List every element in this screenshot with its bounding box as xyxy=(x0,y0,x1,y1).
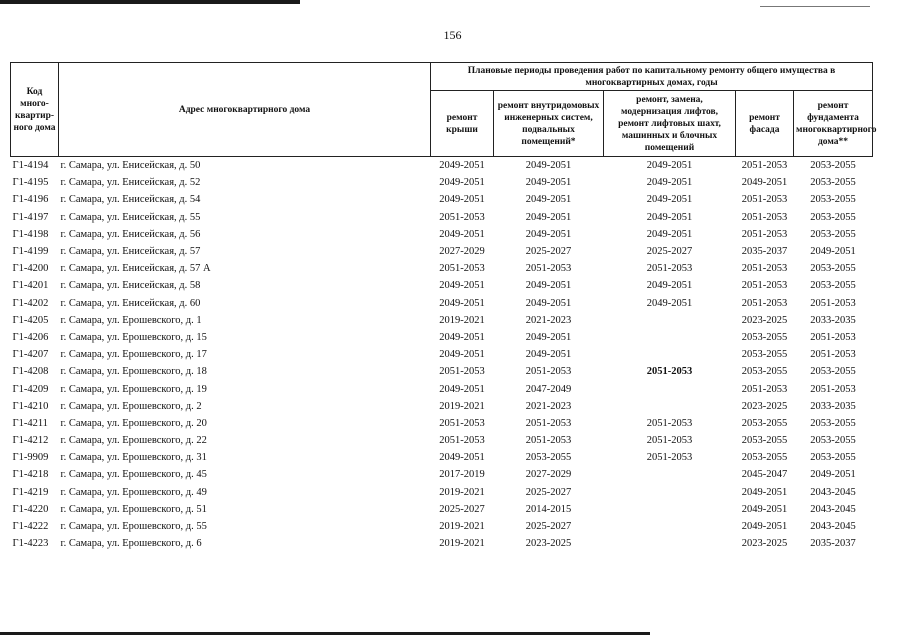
cell-foundation: 2043-2045 xyxy=(810,521,856,533)
cell-foundation: 2053-2055 xyxy=(810,366,856,378)
cell-lifts: 2049-2051 xyxy=(646,228,693,240)
cell-systems: 2049-2051 xyxy=(525,194,572,206)
cell-foundation: 2049-2051 xyxy=(810,246,856,258)
table-row xyxy=(11,535,873,552)
cell-code: Г1-4198 xyxy=(12,228,49,240)
scan-edge-top-right xyxy=(760,6,870,7)
cell-facade: 2053-2055 xyxy=(741,452,788,464)
cell-systems: 2051-2053 xyxy=(525,417,572,429)
cell-code: Г1-4199 xyxy=(12,246,49,258)
header-roof: ремонт крыши xyxy=(431,91,494,157)
cell-lifts xyxy=(604,518,736,535)
cell-lifts: 2051-2053 xyxy=(646,452,693,464)
cell-foundation: 2053-2055 xyxy=(810,435,856,447)
header-lifts: ремонт, замена, модернизация лифтов, ремонт лифтовых шахт, машинных и блочных помещений xyxy=(604,91,736,157)
cell-lifts: 2049-2051 xyxy=(646,211,693,223)
cell-systems: 2049-2051 xyxy=(525,160,572,172)
cell-foundation: 2043-2045 xyxy=(810,503,856,515)
table-row xyxy=(11,157,873,175)
cell-systems: 2049-2051 xyxy=(525,228,572,240)
cell-address: г. Самара, ул. Енисейская, д. 54 xyxy=(60,194,201,206)
cell-foundation: 2049-2051 xyxy=(810,469,856,481)
cell-code: Г1-4212 xyxy=(12,435,49,447)
cell-lifts xyxy=(604,346,736,363)
cell-address: г. Самара, ул. Енисейская, д. 50 xyxy=(60,160,201,172)
table-row xyxy=(11,484,873,501)
cell-facade: 2051-2053 xyxy=(741,297,788,309)
cell-systems: 2049-2051 xyxy=(525,177,572,189)
cell-systems: 2049-2051 xyxy=(525,211,572,223)
cell-foundation: 2053-2055 xyxy=(810,452,856,464)
cell-roof: 2049-2051 xyxy=(439,349,485,361)
table-row xyxy=(11,209,873,226)
cell-facade: 2053-2055 xyxy=(741,349,788,361)
table-row xyxy=(11,363,873,380)
cell-code: Г1-4210 xyxy=(12,400,49,412)
table-row xyxy=(11,466,873,483)
cell-address: г. Самара, ул. Ерошевского, д. 51 xyxy=(60,503,207,515)
cell-facade: 2023-2025 xyxy=(741,400,788,412)
cell-roof: 2027-2029 xyxy=(439,246,485,258)
cell-facade: 2049-2051 xyxy=(741,486,788,498)
cell-facade: 2051-2053 xyxy=(741,160,788,172)
cell-foundation: 2053-2055 xyxy=(810,263,856,275)
cell-foundation: 2033-2035 xyxy=(810,400,856,412)
cell-address: г. Самара, ул. Ерошевского, д. 17 xyxy=(60,349,207,361)
cell-roof: 2019-2021 xyxy=(439,314,485,326)
page-number: 156 xyxy=(443,28,462,42)
table-row xyxy=(11,191,873,208)
cell-facade: 2051-2053 xyxy=(741,194,788,206)
cell-roof: 2019-2021 xyxy=(439,400,485,412)
repair-schedule-table xyxy=(10,62,877,552)
cell-code: Г1-4220 xyxy=(12,503,49,515)
cell-code: Г1-4206 xyxy=(12,331,49,343)
cell-systems: 2049-2051 xyxy=(525,280,572,292)
table-row xyxy=(11,312,873,329)
table-body xyxy=(11,157,873,553)
cell-lifts xyxy=(604,398,736,415)
cell-foundation: 2043-2045 xyxy=(810,486,856,498)
cell-address: г. Самара, ул. Ерошевского, д. 45 xyxy=(60,469,207,481)
cell-systems: 2051-2053 xyxy=(525,366,572,378)
table-row xyxy=(11,518,873,535)
cell-foundation: 2053-2055 xyxy=(810,160,856,172)
cell-address: г. Самара, ул. Ерошевского, д. 22 xyxy=(60,435,207,447)
cell-code: Г1-4196 xyxy=(12,194,49,206)
cell-roof: 2051-2053 xyxy=(439,366,485,378)
cell-lifts xyxy=(604,466,736,483)
cell-address: г. Самара, ул. Ерошевского, д. 15 xyxy=(60,331,207,343)
cell-code: Г1-4195 xyxy=(12,177,49,189)
cell-foundation: 2053-2055 xyxy=(810,280,856,292)
cell-code: Г1-9909 xyxy=(12,452,49,464)
cell-facade: 2051-2053 xyxy=(741,211,788,223)
table-row xyxy=(11,243,873,260)
table-row xyxy=(11,174,873,191)
cell-foundation: 2053-2055 xyxy=(810,228,856,240)
cell-code: Г1-4205 xyxy=(12,314,49,326)
cell-systems: 2021-2023 xyxy=(525,400,572,412)
cell-facade: 2053-2055 xyxy=(741,331,788,343)
cell-foundation: 2033-2035 xyxy=(810,314,856,326)
cell-systems: 2047-2049 xyxy=(525,383,572,395)
cell-systems: 2021-2023 xyxy=(525,314,572,326)
cell-address: г. Самара, ул. Ерошевского, д. 31 xyxy=(60,452,207,464)
cell-facade: 2051-2053 xyxy=(741,383,788,395)
table-row xyxy=(11,346,873,363)
cell-address: г. Самара, ул. Енисейская, д. 57 А xyxy=(60,263,211,275)
cell-address: г. Самара, ул. Ерошевского, д. 55 xyxy=(60,521,207,533)
header-code: Код много-квартир-ного дома xyxy=(11,63,59,157)
table-row xyxy=(11,329,873,346)
cell-foundation: 2051-2053 xyxy=(810,383,856,395)
cell-foundation: 2053-2055 xyxy=(810,417,856,429)
cell-systems: 2014-2015 xyxy=(525,503,572,515)
cell-foundation: 2053-2055 xyxy=(810,177,856,189)
cell-foundation: 2053-2055 xyxy=(810,194,856,206)
cell-foundation: 2051-2053 xyxy=(810,331,856,343)
table-row xyxy=(11,449,873,466)
cell-code: Г1-4208 xyxy=(12,366,49,378)
cell-roof: 2049-2051 xyxy=(439,280,485,292)
cell-roof: 2051-2053 xyxy=(439,263,485,275)
cell-code: Г1-4202 xyxy=(12,297,49,309)
cell-address: г. Самара, ул. Ерошевского, д. 49 xyxy=(60,486,207,498)
cell-facade: 2051-2053 xyxy=(741,280,788,292)
cell-code: Г1-4197 xyxy=(12,211,49,223)
table-row xyxy=(11,277,873,294)
cell-systems: 2051-2053 xyxy=(525,263,572,275)
table-row xyxy=(11,226,873,243)
cell-code: Г1-4200 xyxy=(12,263,49,275)
cell-facade: 2051-2053 xyxy=(741,263,788,275)
cell-roof: 2049-2051 xyxy=(439,297,485,309)
cell-lifts: 2051-2053 xyxy=(646,263,693,275)
cell-address: г. Самара, ул. Ерошевского, д. 2 xyxy=(60,400,202,412)
cell-address: г. Самара, ул. Ерошевского, д. 18 xyxy=(60,366,207,378)
cell-roof: 2019-2021 xyxy=(439,521,485,533)
table-row xyxy=(11,415,873,432)
cell-foundation: 2051-2053 xyxy=(810,349,856,361)
cell-address: г. Самара, ул. Енисейская, д. 55 xyxy=(60,211,201,223)
cell-roof: 2051-2053 xyxy=(439,211,485,223)
cell-address: г. Самара, ул. Ерошевского, д. 20 xyxy=(60,417,207,429)
cell-lifts xyxy=(604,501,736,518)
cell-roof: 2019-2021 xyxy=(439,486,485,498)
cell-lifts: 2051-2053 xyxy=(646,366,693,378)
cell-code: Г1-4207 xyxy=(12,349,49,361)
cell-facade: 2045-2047 xyxy=(741,469,788,481)
table-row xyxy=(11,380,873,397)
cell-code: Г1-4223 xyxy=(12,538,49,550)
cell-roof: 2025-2027 xyxy=(439,503,485,515)
cell-address: г. Самара, ул. Енисейская, д. 60 xyxy=(60,297,201,309)
cell-lifts xyxy=(604,380,736,397)
cell-lifts: 2025-2027 xyxy=(646,246,693,258)
cell-systems: 2049-2051 xyxy=(525,349,572,361)
cell-roof: 2049-2051 xyxy=(439,452,485,464)
cell-roof: 2019-2021 xyxy=(439,538,485,550)
table-row xyxy=(11,398,873,415)
cell-facade: 2023-2025 xyxy=(741,538,788,550)
cell-code: Г1-4211 xyxy=(12,417,48,429)
cell-systems: 2049-2051 xyxy=(525,297,572,309)
cell-code: Г1-4209 xyxy=(12,383,49,395)
cell-code: Г1-4201 xyxy=(12,280,49,292)
header-facade: ремонт фасада xyxy=(736,91,794,157)
cell-roof: 2017-2019 xyxy=(439,469,485,481)
cell-systems: 2053-2055 xyxy=(525,452,572,464)
cell-lifts: 2049-2051 xyxy=(646,160,693,172)
cell-address: г. Самара, ул. Енисейская, д. 58 xyxy=(60,280,201,292)
table-row xyxy=(11,260,873,277)
cell-address: г. Самара, ул. Енисейская, д. 52 xyxy=(60,177,201,189)
cell-facade: 2049-2051 xyxy=(741,521,788,533)
cell-systems: 2025-2027 xyxy=(525,521,572,533)
header-foundation: ремонт фундамента многоквартирного дома** xyxy=(794,91,873,157)
cell-roof: 2049-2051 xyxy=(439,194,485,206)
cell-code: Г1-4219 xyxy=(12,486,49,498)
cell-facade: 2051-2053 xyxy=(741,228,788,240)
scan-edge-bottom xyxy=(0,632,650,635)
cell-roof: 2051-2053 xyxy=(439,435,485,447)
cell-facade: 2053-2055 xyxy=(741,417,788,429)
cell-foundation: 2035-2037 xyxy=(810,538,856,550)
cell-roof: 2049-2051 xyxy=(439,331,485,343)
cell-lifts: 2049-2051 xyxy=(646,177,693,189)
cell-roof: 2049-2051 xyxy=(439,177,485,189)
cell-lifts: 2049-2051 xyxy=(646,194,693,206)
cell-systems: 2025-2027 xyxy=(525,246,572,258)
cell-facade: 2035-2037 xyxy=(741,246,788,258)
table-row xyxy=(11,501,873,518)
cell-roof: 2049-2051 xyxy=(439,383,485,395)
header-address: Адрес многоквартирного дома xyxy=(59,63,431,157)
cell-facade: 2023-2025 xyxy=(741,314,788,326)
table-row xyxy=(11,295,873,312)
cell-systems: 2027-2029 xyxy=(525,469,572,481)
cell-systems: 2051-2053 xyxy=(525,435,572,447)
cell-facade: 2049-2051 xyxy=(741,177,788,189)
cell-systems: 2049-2051 xyxy=(525,331,572,343)
cell-foundation: 2051-2053 xyxy=(810,297,856,309)
cell-address: г. Самара, ул. Ерошевского, д. 1 xyxy=(60,314,202,326)
cell-facade: 2053-2055 xyxy=(741,435,788,447)
scan-edge-top xyxy=(0,0,300,4)
cell-address: г. Самара, ул. Енисейская, д. 56 xyxy=(60,228,201,240)
cell-lifts xyxy=(604,484,736,501)
cell-systems: 2025-2027 xyxy=(525,486,572,498)
cell-lifts xyxy=(604,535,736,552)
cell-address: г. Самара, ул. Енисейская, д. 57 xyxy=(60,246,201,258)
cell-lifts: 2051-2053 xyxy=(646,435,693,447)
cell-lifts: 2049-2051 xyxy=(646,297,693,309)
cell-facade: 2049-2051 xyxy=(741,503,788,515)
cell-lifts xyxy=(604,329,736,346)
cell-code: Г1-4194 xyxy=(12,160,49,172)
cell-roof: 2049-2051 xyxy=(439,228,485,240)
cell-address: г. Самара, ул. Ерошевского, д. 19 xyxy=(60,383,207,395)
cell-facade: 2053-2055 xyxy=(741,366,788,378)
cell-code: Г1-4218 xyxy=(12,469,49,481)
cell-lifts: 2051-2053 xyxy=(646,417,693,429)
cell-roof: 2051-2053 xyxy=(439,417,485,429)
table-row xyxy=(11,432,873,449)
cell-lifts: 2049-2051 xyxy=(646,280,693,292)
cell-foundation: 2053-2055 xyxy=(810,211,856,223)
header-systems: ремонт внутридомовых инженерных систем, подвальных помещений* xyxy=(494,91,604,157)
header-row-top xyxy=(11,63,873,91)
cell-lifts xyxy=(604,312,736,329)
cell-roof: 2049-2051 xyxy=(439,160,485,172)
cell-address: г. Самара, ул. Ерошевского, д. 6 xyxy=(60,538,202,550)
header-periods-group: Плановые периоды проведения работ по капитальному ремонту общего имущества в многоквартирных домах, годы xyxy=(431,63,873,91)
cell-systems: 2023-2025 xyxy=(525,538,572,550)
cell-code: Г1-4222 xyxy=(12,521,49,533)
